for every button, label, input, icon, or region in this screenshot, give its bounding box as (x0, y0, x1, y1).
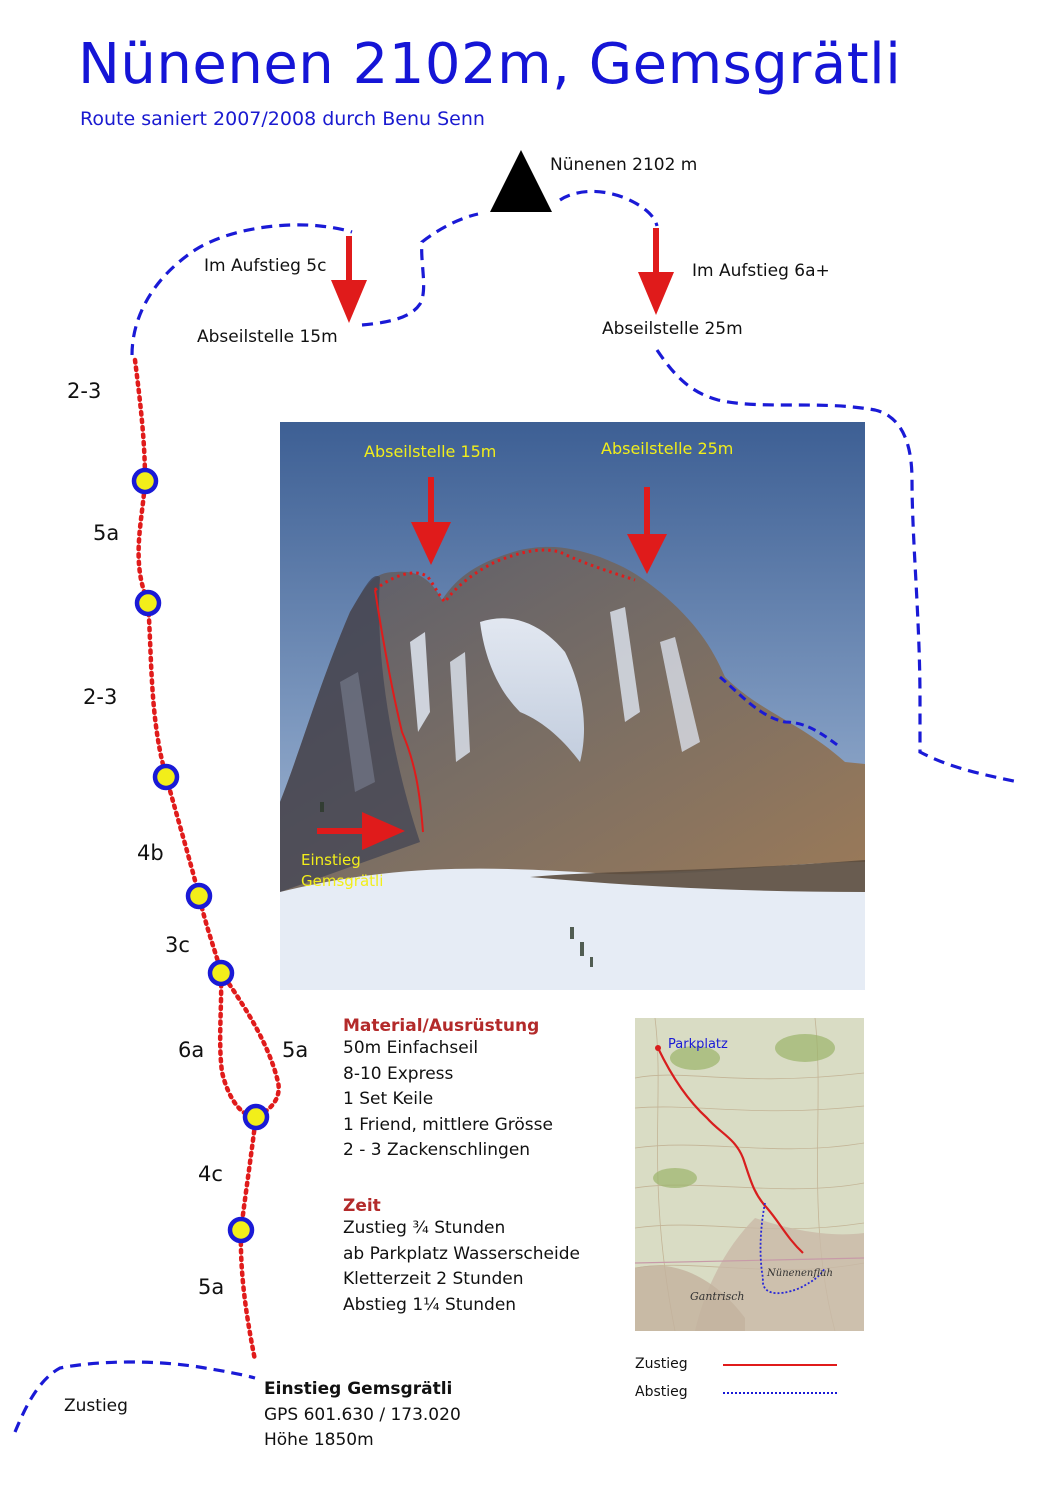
start-gps: GPS 601.630 / 173.020 (264, 1404, 461, 1425)
belay-station (230, 1219, 252, 1241)
belay-station (134, 470, 156, 492)
photo-start-label: Einstieg Gemsgrätli (301, 851, 384, 890)
approach-label: Zustieg (64, 1396, 128, 1416)
time-heading: Zeit (343, 1196, 381, 1216)
right-rappel-label: Abseilstelle 25m (602, 319, 743, 339)
material-heading: Material/Ausrüstung (343, 1016, 540, 1036)
rappel-arrow-left-icon (331, 236, 367, 323)
pitch-grade: 5a (198, 1275, 225, 1299)
belay-station (137, 592, 159, 614)
belay-station (210, 962, 232, 984)
pitch-grade: 6a (178, 1038, 205, 1062)
material-item: 50m Einfachseil (343, 1038, 479, 1058)
legend-descent-swatch (723, 1392, 837, 1394)
rappel-arrow-right-icon (638, 228, 674, 315)
pitch-grade: 4c (198, 1162, 223, 1186)
page-subtitle: Route saniert 2007/2008 durch Benu Senn (80, 108, 485, 130)
descent-line-summit-right (560, 191, 657, 226)
time-section (343, 1196, 580, 1318)
summit-icon (490, 150, 552, 212)
pitch-grade: 2-3 (67, 379, 102, 403)
pitch-grade: 2-3 (83, 685, 118, 709)
material-section (343, 1016, 553, 1164)
legend-approach-label: Zustieg (635, 1356, 688, 1372)
start-heading: Einstieg Gemsgrätli (264, 1379, 453, 1399)
belay-station (155, 766, 177, 788)
pitch-grade: 5a (93, 521, 120, 545)
pitch-grade: 4b (137, 841, 164, 865)
legend-approach-swatch (723, 1364, 837, 1366)
material-item: 2 - 3 Zackenschlingen (343, 1140, 531, 1160)
right-ascent-label: Im Aufstieg 6a+ (692, 261, 830, 281)
time-item: ab Parkplatz Wasserscheide (343, 1243, 580, 1264)
page-title: Nünenen 2102m, Gemsgrätli (78, 32, 902, 97)
material-item: 8-10 Express (343, 1063, 454, 1084)
left-ascent-label: Im Aufstieg 5c (204, 256, 327, 276)
approach-line (15, 1362, 255, 1432)
start-altitude: Höhe 1850m (264, 1430, 374, 1450)
material-item: 1 Set Keile (343, 1089, 434, 1109)
belay-station (245, 1106, 267, 1128)
left-rappel-label: Abseilstelle 15m (197, 327, 338, 347)
map-area-label: Gantrisch (690, 1290, 745, 1303)
map-summit-label: Nünenenfluh (767, 1268, 833, 1279)
summit-label: Nünenen 2102 m (550, 155, 698, 175)
photo-rappel-left-label: Abseilstelle 15m (364, 442, 497, 461)
time-item: Kletterzeit 2 Stunden (343, 1269, 524, 1289)
start-info (264, 1377, 461, 1454)
photo-rappel-right-label: Abseilstelle 25m (601, 439, 734, 458)
material-item: 1 Friend, mittlere Grösse (343, 1114, 553, 1135)
pitch-grade: 3c (165, 933, 190, 957)
mountain-photo (280, 422, 865, 990)
pitch-grade: 5a (282, 1038, 309, 1062)
belay-station (188, 885, 210, 907)
legend-descent-label: Abstieg (635, 1384, 688, 1400)
time-item: Zustieg ¾ Stunden (343, 1218, 506, 1238)
map-parking-label: Parkplatz (668, 1037, 728, 1052)
descent-line-middle (362, 214, 478, 325)
time-item: Abstieg 1¼ Stunden (343, 1294, 517, 1315)
area-map (635, 1018, 864, 1331)
